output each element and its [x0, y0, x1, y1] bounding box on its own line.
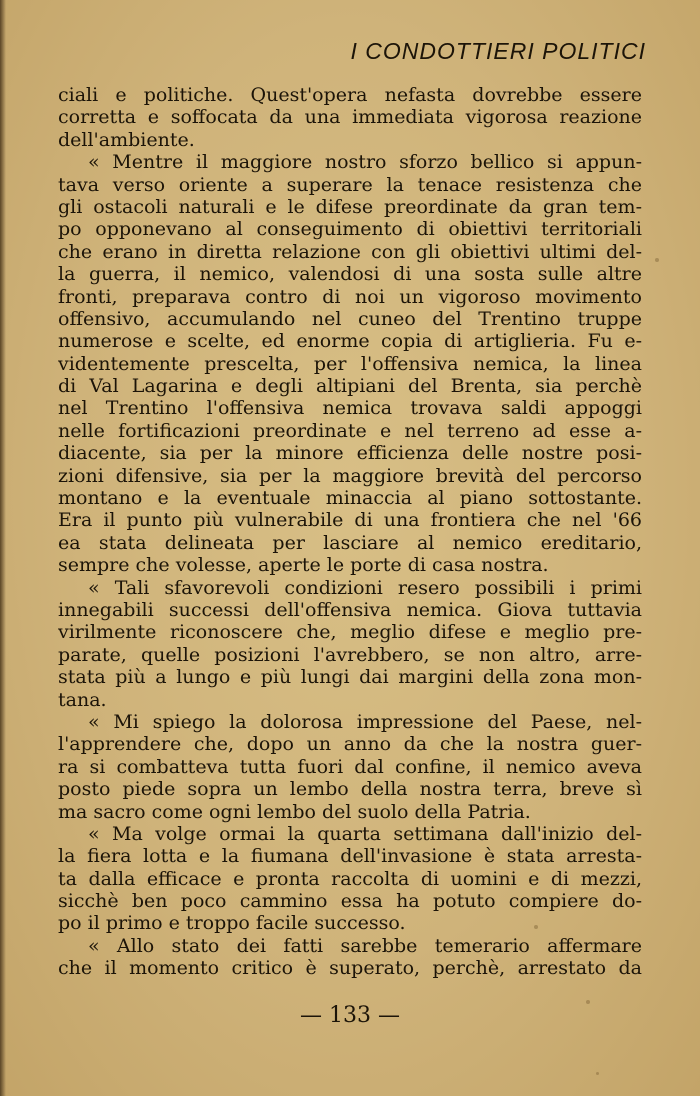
text-line: la guerra, il nemico, valendosi di una sosta sulle altre: [58, 263, 642, 286]
text-line: « Ma volge ormai la quarta settimana dall'inizio del-: [88, 822, 642, 845]
text-line: « Allo stato dei fatti sarebbe temerario affermare: [88, 934, 642, 957]
text-line: po il primo e troppo facile successo.: [58, 912, 406, 935]
text-line: montano e la eventuale minaccia al piano sottostante.: [58, 487, 642, 510]
page-number: — 133 —: [300, 1003, 400, 1028]
text-line: di Val Lagarina e degli altipiani del Brenta, sia perchè: [58, 375, 642, 398]
paper-speck: [655, 258, 659, 262]
text-line: gli ostacoli naturali e le difese preordinate da gran tem-: [58, 195, 642, 218]
paper-speck: [596, 1072, 599, 1075]
text-line: ta dalla efficace e pronta raccolta di uomini e di mezzi,: [58, 867, 642, 890]
text-line: parate, quelle posizioni l'avrebbero, se non altro, arre-: [58, 643, 642, 666]
text-line: videntemente prescelta, per l'offensiva nemica, la linea: [58, 352, 642, 375]
text-line: « Mi spiego la dolorosa impressione del Paese, nel-: [88, 710, 642, 733]
text-line: che erano in diretta relazione con gli obiettivi ultimi del-: [58, 240, 642, 263]
text-line: corretta e soffocata da una immediata vigorosa reazione: [58, 106, 642, 129]
text-line: sempre che volesse, aperte le porte di casa nostra.: [58, 554, 549, 577]
text-line: che il momento critico è superato, perchè, arrestato da: [58, 957, 642, 980]
text-line: posto piede sopra un lembo della nostra terra, breve sì: [58, 778, 642, 801]
text-line: « Mentre il maggiore nostro sforzo bellico si appun-: [88, 151, 642, 174]
text-line: nelle fortificazioni preordinate e nel terreno ad esse a-: [58, 419, 642, 442]
text-line: diacente, sia per la minore efficienza delle nostre posi-: [58, 442, 642, 465]
paper-speck: [534, 925, 538, 929]
spine-shadow: [0, 0, 6, 1096]
running-head: I CONDOTTIERI POLITICI: [350, 38, 646, 64]
text-line: dell'ambiente.: [58, 128, 195, 151]
text-line: offensivo, accumulando nel cuneo del Trentino truppe: [58, 307, 642, 330]
text-line: tava verso oriente a superare la tenace resistenza che: [58, 173, 642, 196]
text-line: tana.: [58, 688, 107, 711]
text-line: virilmente riconoscere che, meglio difese e meglio pre-: [58, 621, 642, 644]
text-line: stata più a lungo e più lungi dai margini della zona mon-: [58, 666, 642, 689]
text-line: ra si combatteva tutta fuori dal confine, il nemico aveva: [58, 755, 642, 778]
text-line: fronti, preparava contro di noi un vigoroso movimento: [58, 285, 642, 308]
text-line: Era il punto più vulnerabile di una frontiera che nel '66: [58, 509, 642, 532]
paper-speck: [586, 1000, 590, 1004]
body-text: [58, 84, 642, 980]
text-line: sicchè ben poco cammino essa ha potuto compiere do-: [58, 890, 642, 913]
text-line: ma sacro come ogni lembo del suolo della Patria.: [58, 800, 531, 823]
text-line: ciali e politiche. Quest'opera nefasta dovrebbe essere: [58, 84, 642, 106]
text-line: nel Trentino l'offensiva nemica trovava saldi appoggi: [58, 397, 642, 420]
text-line: ea stata delineata per lasciare al nemico ereditario,: [58, 531, 642, 554]
text-line: po opponevano al conseguimento di obiettivi territoriali: [58, 218, 642, 241]
text-line: zioni difensive, sia per la maggiore brevità del percorso: [58, 464, 642, 487]
text-line: innegabili successi dell'offensiva nemica. Giova tuttavia: [58, 598, 642, 621]
text-line: « Tali sfavorevoli condizioni resero possibili i primi: [88, 576, 642, 599]
text-line: l'apprendere che, dopo un anno da che la nostra guer-: [58, 733, 642, 756]
text-line: la fiera lotta e la fiumana dell'invasione è stata arresta-: [58, 845, 642, 868]
text-line: numerose e scelte, ed enorme copia di artiglieria. Fu e-: [58, 330, 642, 353]
